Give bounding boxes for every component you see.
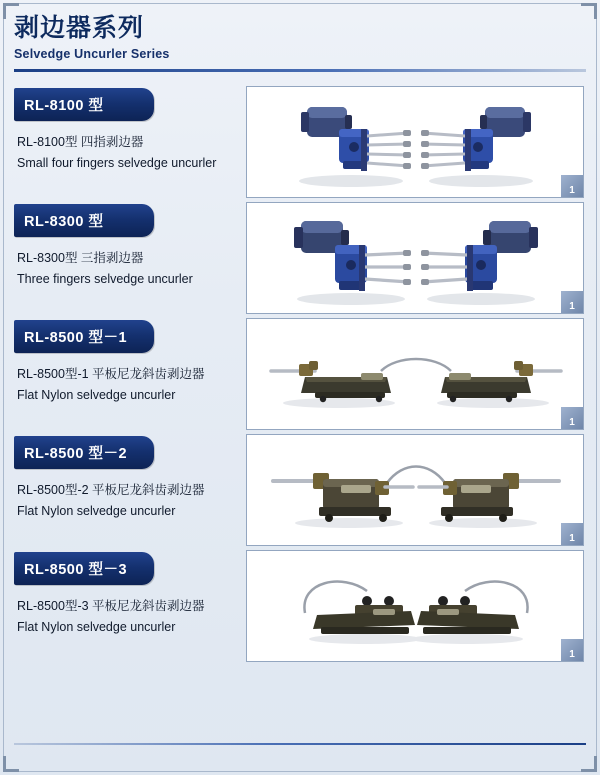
- product-model-badge[interactable]: RL-8500 型－3: [14, 552, 154, 585]
- product-model-badge[interactable]: RL-8100 型: [14, 88, 154, 121]
- product-description-english: Three fingers selvedge uncurler: [17, 271, 193, 286]
- product-photo: [246, 318, 584, 430]
- photo-motor-fingers-three-icon: [247, 203, 584, 314]
- product-description-english: Small four fingers selvedge uncurler: [17, 155, 217, 170]
- photo-flat-nylon-3-icon: [247, 551, 584, 662]
- product-description: [14, 249, 246, 289]
- product-model-badge[interactable]: RL-8500 型－2: [14, 436, 154, 469]
- product-photo: [246, 434, 584, 546]
- product-photo: [246, 202, 584, 314]
- product-description-chinese: RL-8500型-3 平板尼龙斜齿剥边器: [17, 599, 205, 613]
- product-description: [14, 597, 246, 637]
- product-row: [14, 550, 586, 662]
- product-description-english: Flat Nylon selvedge uncurler: [17, 387, 176, 402]
- product-description-english: Flat Nylon selvedge uncurler: [17, 503, 176, 518]
- page-title-english: Selvedge Uncurler Series: [14, 46, 170, 61]
- photo-page-number: 1: [561, 523, 583, 545]
- photo-page-number: 1: [561, 407, 583, 429]
- product-info: [14, 550, 246, 637]
- product-row: [14, 318, 586, 430]
- product-description-chinese: RL-8500型-1 平板尼龙斜齿剥边器: [17, 367, 205, 381]
- product-info: [14, 202, 246, 289]
- photo-flat-nylon-2-icon: [247, 435, 584, 546]
- product-description: [14, 481, 246, 521]
- photo-page-number: 1: [561, 291, 583, 313]
- product-description-chinese: RL-8100型 四指剥边器: [17, 135, 144, 149]
- corner-ornament-bottom-right: [581, 756, 597, 772]
- photo-page-number: 1: [561, 175, 583, 197]
- product-model-badge[interactable]: RL-8500 型－1: [14, 320, 154, 353]
- product-row: [14, 86, 586, 198]
- product-info: [14, 318, 246, 405]
- product-info: [14, 86, 246, 173]
- product-info: [14, 434, 246, 521]
- product-row: [14, 434, 586, 546]
- product-description: [14, 133, 246, 173]
- product-photo: [246, 86, 584, 198]
- product-photo: [246, 550, 584, 662]
- header-divider: [14, 69, 586, 72]
- product-description-chinese: RL-8300型 三指剥边器: [17, 251, 144, 265]
- page-title-chinese: 剥边器系列: [14, 14, 145, 42]
- page-header: [14, 14, 586, 72]
- corner-ornament-bottom-left: [3, 756, 19, 772]
- product-list: [14, 86, 586, 666]
- photo-motor-fingers-four-icon: [247, 87, 584, 198]
- product-description-english: Flat Nylon selvedge uncurler: [17, 619, 176, 634]
- product-row: [14, 202, 586, 314]
- footer-divider: [14, 743, 586, 745]
- product-description-chinese: RL-8500型-2 平板尼龙斜齿剥边器: [17, 483, 205, 497]
- product-description: [14, 365, 246, 405]
- photo-page-number: 1: [561, 639, 583, 661]
- product-model-badge[interactable]: RL-8300 型: [14, 204, 154, 237]
- photo-flat-nylon-1-icon: [247, 319, 584, 430]
